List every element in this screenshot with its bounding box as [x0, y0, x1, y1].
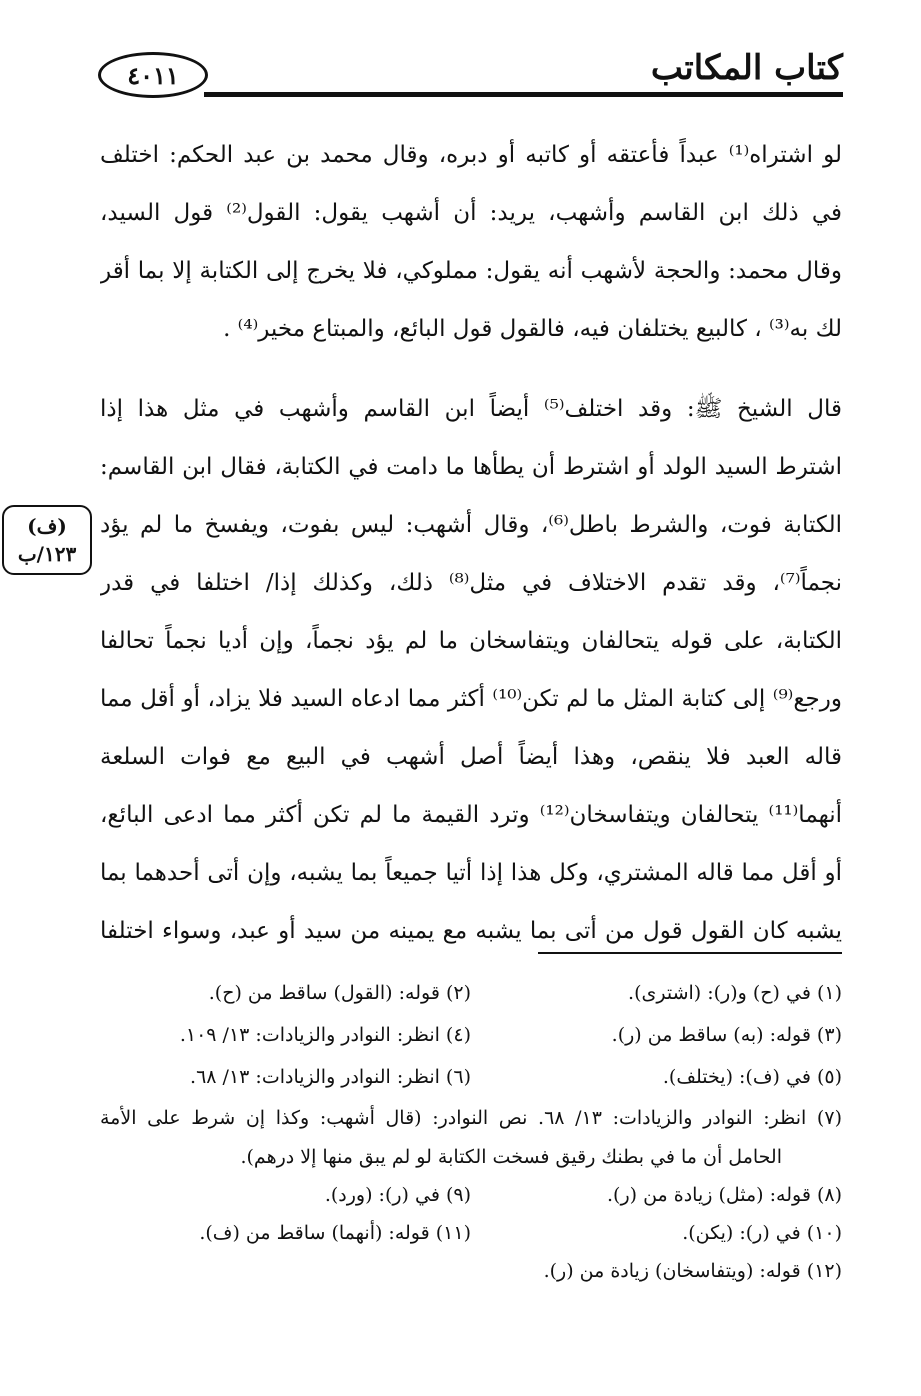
paragraph-gap — [100, 358, 842, 380]
footnote-row — [100, 972, 842, 1014]
footnote-row — [100, 1214, 842, 1252]
text-line: الكتابة فوت، والشرط باطل⁽⁶⁾، وقال أشهب: ليس بفوت، ويفسخ ما لم يؤد — [100, 512, 842, 538]
footnote-7: (٧) انظر: النوادر والزيادات: ١٣/ ٦٨. نص النوادر: (قال أشهب: وكذا إن شرط على الأمة — [100, 1107, 842, 1129]
folio-number: ١٢٣/ب — [17, 542, 77, 566]
book-title: كتاب المكاتب — [650, 48, 843, 88]
footnote-4: (٤) انظر: النوادر والزيادات: ١٣/ ١٠٩. — [179, 1024, 471, 1046]
text-line: ورجع⁽⁹⁾ إلى كتابة المثل ما لم تكن⁽¹⁰⁾ أكثر مما ادعاه السيد فلا يزاد، أو أقل مما — [100, 686, 842, 712]
footnote-6: (٦) انظر: النوادر والزيادات: ١٣/ ٦٨. — [190, 1066, 471, 1088]
folio-source: (ف) — [27, 514, 67, 538]
text-line: الكتابة، على قوله يتحالفان ويتفاسخان ما لم يؤد نجماً، وإن أديا نجماً تحالفا — [100, 628, 842, 654]
page-number: ٤٠١١ — [98, 52, 208, 98]
footnote-1: (١) في (ح) و(ر): (اشترى). — [628, 982, 842, 1004]
text-line: قاله العبد فلا ينقص، وهذا أيضاً أصل أشهب في البيع مع فوات السلعة — [100, 744, 842, 770]
footnote-10: (١٠) في (ر): (يكن). — [682, 1222, 842, 1244]
footnote-7-continued: الحامل أن ما في بطنك رقيق فسخت الكتابة لو لم يبق منها إلا درهم). — [240, 1146, 782, 1168]
text-line: نجماً⁽⁷⁾، وقد تقدم الاختلاف في مثل⁽⁸⁾ ذلك، وكذلك إذا/ اختلفا في قدر — [100, 570, 842, 596]
footnote-row — [100, 1056, 842, 1098]
footnote-3: (٣) قوله: (به) ساقط من (ر). — [611, 1024, 842, 1046]
text-line: وقال محمد: والحجة لأشهب أنه يقول: مملوكي، فلا يخرج إلى الكتابة إلا بما أقر — [100, 258, 842, 284]
footnote-separator — [538, 952, 842, 954]
footnote-row — [100, 1014, 842, 1056]
footnote-12: (١٢) قوله: (ويتفاسخان) زيادة من (ر). — [543, 1260, 842, 1282]
footnote-2: (٢) قوله: (القول) ساقط من (ح). — [208, 982, 471, 1004]
main-text — [100, 126, 842, 960]
footnote-row — [100, 1176, 842, 1214]
footnote-9: (٩) في (ر): (ورد). — [324, 1184, 471, 1206]
text-line: أو أقل مما قاله المشتري، وكل هذا إذا أتيا جميعاً بما يشبه، وإن أتى أحدهما بما — [100, 860, 842, 886]
text-line: لك به⁽³⁾ ، كالبيع يختلفان فيه، فالقول قول البائع، والمبتاع مخير⁽⁴⁾ . — [223, 316, 842, 342]
footnote-8: (٨) قوله: (مثل) زيادة من (ر). — [607, 1184, 842, 1206]
footnotes — [100, 972, 842, 1290]
text-line: يشبه كان القول قول من أتى بما يشبه مع يمينه من سيد أو عبد، وسواء اختلفا — [100, 918, 842, 944]
text-line: أنهما⁽¹¹⁾ يتحالفان ويتفاسخان⁽¹²⁾ وترد القيمة ما لم تكن أكثر مما ادعى البائع، — [100, 802, 842, 828]
page-header — [98, 42, 843, 104]
footnote-row — [100, 1252, 842, 1290]
header-rule — [204, 92, 843, 97]
text-line: قال الشيخ ﷺ: وقد اختلف⁽⁵⁾ أيضاً ابن القاسم وأشهب في مثل هذا إذا — [100, 396, 842, 422]
text-line: لو اشتراه⁽¹⁾ عبداً فأعتقه أو كاتبه أو دبره، وقال محمد بن عبد الحكم: اختلف — [100, 142, 842, 168]
text-line: اشترط السيد الولد أو اشترط أن يطأها ما دامت في الكتابة، فقال ابن القاسم: — [100, 454, 842, 480]
footnote-11: (١١) قوله: (أنهما) ساقط من (ف). — [199, 1222, 471, 1244]
footnote-5: (٥) في (ف): (يختلف). — [662, 1066, 842, 1088]
manuscript-folio-note — [2, 505, 92, 575]
text-line: في ذلك ابن القاسم وأشهب، يريد: أن أشهب يقول: القول⁽²⁾ قول السيد، — [100, 200, 842, 226]
